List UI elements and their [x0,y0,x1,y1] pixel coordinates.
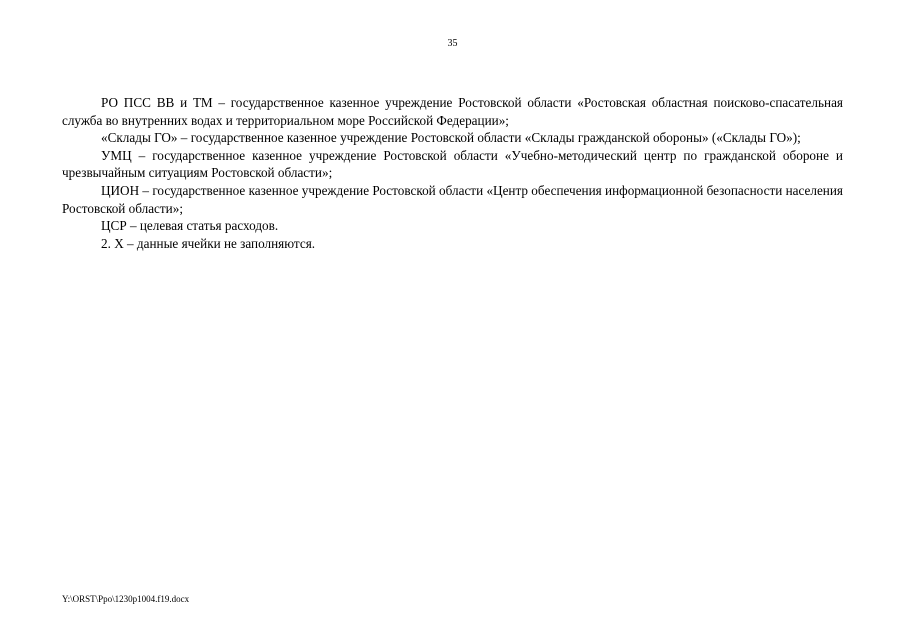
footer-file-path: Y:\ORST\Ppo\1230p1004.f19.docx [62,594,190,604]
paragraph-ro-pss: РО ПСС ВВ и ТМ – государственное казенное учреждение Ростовской области «Ростовская областная поисково-спасательная служба во внутренних водах и территориальном море Российской Федерации»; [62,95,843,128]
paragraph-umc: УМЦ – государственное казенное учреждение Ростовской области «Учебно-методический центр по гражданской обороне и чрезвычайным ситуациям Ростовской области»; [62,147,843,181]
document-body [62,94,843,252]
paragraph-csr: ЦСР – целевая статья расходов. [101,218,279,234]
page-number: 35 [447,38,458,49]
paragraph-sklady-go: «Склады ГО» – государственное казенное учреждение Ростовской области «Склады гражданской обороны» («Склады ГО»); [101,130,801,146]
paragraph-cion: ЦИОН – государственное казенное учреждение Ростовской области «Центр обеспечения информационной безопасности населения Ростовской области»; [62,182,843,216]
paragraph-note-x: 2. Х – данные ячейки не заполняются. [101,235,316,251]
